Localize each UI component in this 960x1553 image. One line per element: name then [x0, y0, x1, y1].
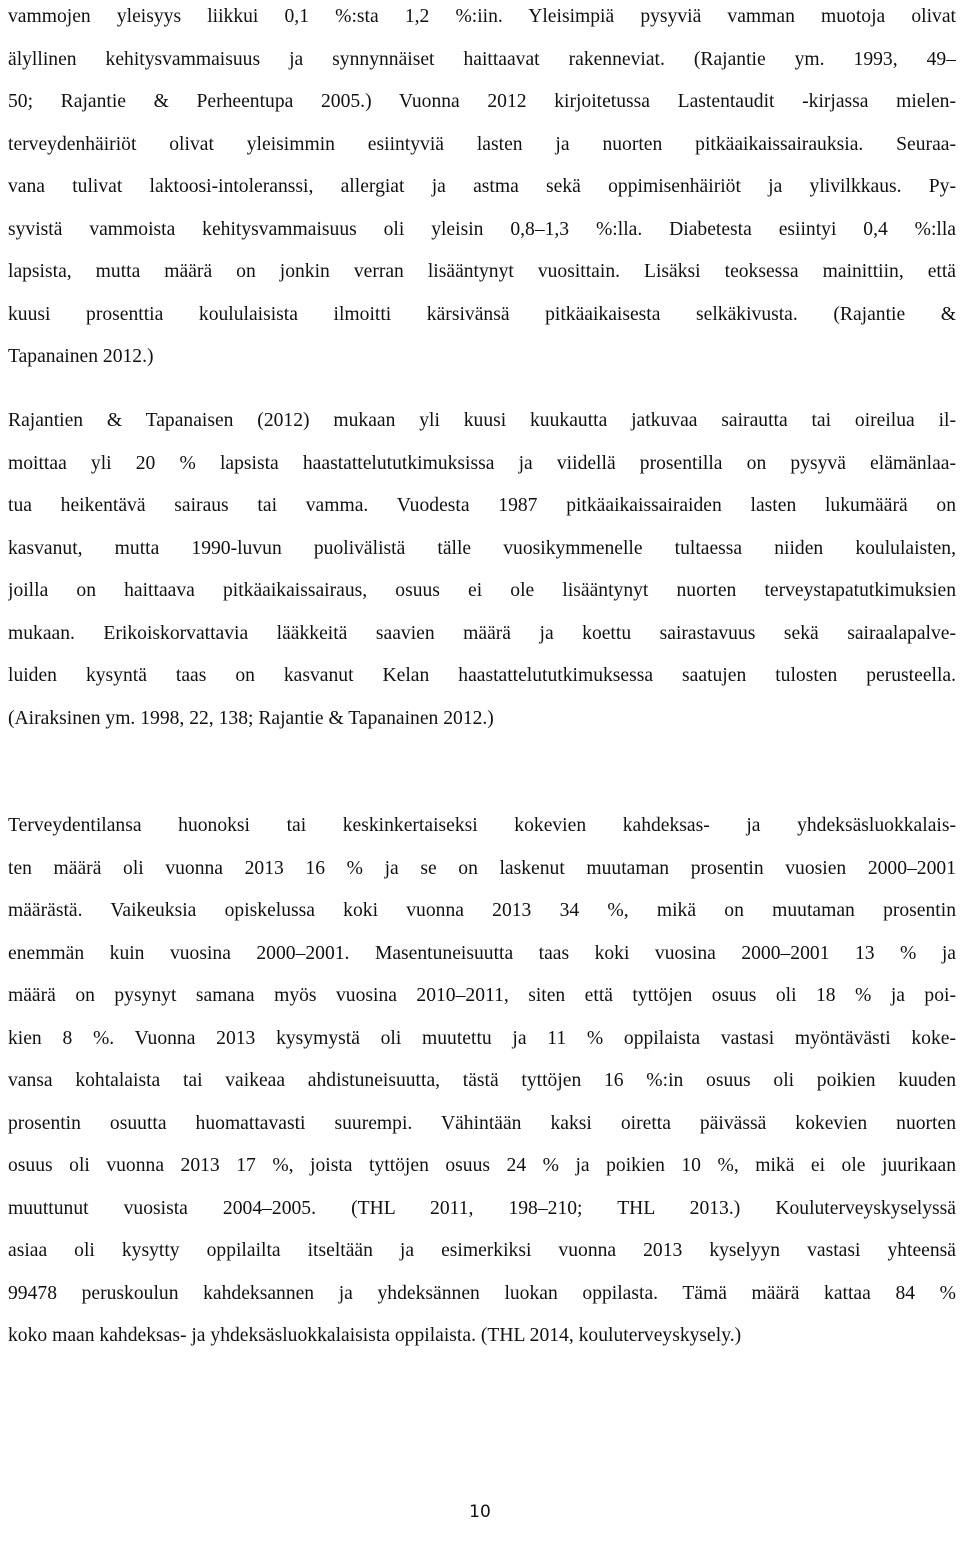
- text-line: lapsista, mutta määrä on jonkin verran lisääntynyt vuosittain. Lisäksi teoksessa mainittiin, että: [8, 261, 956, 282]
- text-line: moittaa yli 20 % lapsista haastattelututkimuksissa ja viidellä prosentilla on pysyvä elämänlaa-: [8, 452, 956, 474]
- text-line: määrä on pysynyt samana myös vuosina 2010–2011, siten että tyttöjen osuus oli 18 % ja poi-: [8, 985, 956, 1006]
- text-line: kasvanut, mutta 1990-luvun puolivälistä tälle vuosikymmenelle tultaessa niiden koululaisten,: [8, 537, 956, 559]
- text-line: 99478 peruskoulun kahdeksannen ja yhdeksännen luokan oppilasta. Tämä määrä kattaa 84 %: [8, 1282, 956, 1304]
- text-line: vansa kohtalaista tai vaikeaa ahdistuneisuutta, tästä tyttöjen 16 %:in osuus oli poikien kuuden: [8, 1070, 956, 1091]
- text-line: mukaan. Erikoiskorvattavia lääkkeitä saavien määrä ja koettu sairastavuus sekä sairaalapalve-: [8, 622, 956, 644]
- text-line: luiden kysyntä taas on kasvanut Kelan haastattelututkimuksessa saatujen tulosten perusteella.: [8, 665, 956, 686]
- text-line: Rajantien & Tapanaisen (2012) mukaan yli kuusi kuukautta jatkuvaa sairautta tai oireilua il-: [8, 410, 956, 431]
- paragraph-disability-prevalence: [8, 0, 956, 379]
- text-line: älyllinen kehitysvammaisuus ja synnynnäiset haittaavat rakenneviat. (Rajantie ym. 1993, 49–: [8, 48, 956, 70]
- text-line: (Airaksinen ym. 1998, 22, 138; Rajantie & Tapanainen 2012.): [8, 707, 494, 729]
- text-line: Tapanainen 2012.): [8, 346, 154, 367]
- text-line: 50; Rajantie & Perheentupa 2005.) Vuonna 2012 kirjoitetussa Lastentaudit -kirjassa mielen-: [8, 91, 956, 112]
- text-line: määrästä. Vaikeuksia opiskelussa koki vuonna 2013 34 %, mikä on muutaman prosentin: [8, 900, 956, 921]
- text-line: enemmän kuin vuosina 2000–2001. Masentuneisuutta taas koki vuosina 2000–2001 13 % ja: [8, 942, 956, 964]
- text-line: vammojen yleisyys liikkui 0,1 %:sta 1,2 %:iin. Yleisimpiä pysyviä vamman muotoja olivat: [8, 6, 956, 27]
- text-line: joilla on haittaava pitkäaikaissairaus, osuus ei ole lisääntynyt nuorten terveystapatutkimuksien: [8, 580, 956, 601]
- text-line: ten määrä oli vuonna 2013 16 % ja se on laskenut muutaman prosentin vuosien 2000–2001: [8, 857, 956, 879]
- paragraph-school-health-survey: [8, 805, 956, 1358]
- text-line: asiaa oli kysytty oppilailta itseltään ja esimerkiksi vuonna 2013 kyselyyn vastasi yhteensä: [8, 1240, 956, 1261]
- text-line: prosentin osuutta huomattavasti suurempi. Vähintään kaksi oiretta päivässä kokevien nuorten: [8, 1112, 956, 1134]
- text-line: Terveydentilansa huonoksi tai keskinkertaiseksi kokevien kahdeksas- ja yhdeksäsluokkalais-: [8, 815, 956, 836]
- text-line: terveydenhäiriöt olivat yleisimmin esiintyviä lasten ja nuorten pitkäaikaissairauksia. Seuraa-: [8, 133, 956, 155]
- page-number: 10: [469, 1502, 491, 1522]
- text-line: syvistä vammoista kehitysvammaisuus oli yleisin 0,8–1,3 %:lla. Diabetesta esiintyi 0,4 %:lla: [8, 218, 956, 240]
- text-line: osuus oli vuonna 2013 17 %, joista tyttöjen osuus 24 % ja poikien 10 %, mikä ei ole juurikaan: [8, 1155, 956, 1176]
- text-line: kien 8 %. Vuonna 2013 kysymystä oli muutettu ja 11 % oppilaista vastasi myöntävästi koke-: [8, 1027, 956, 1049]
- text-line: koko maan kahdeksas- ja yhdeksäsluokkalaisista oppilaista. (THL 2014, kouluterveyskysely.): [8, 1325, 742, 1346]
- text-line: vana tulivat laktoosi-intoleranssi, allergiat ja astma sekä oppimisenhäiriöt ja ylivilkkaus. Py-: [8, 176, 956, 197]
- text-line: kuusi prosenttia koululaisista ilmoitti kärsivänsä pitkäaikaisesta selkäkivusta. (Rajantie &: [8, 303, 956, 325]
- paragraph-chronic-illness-trends: [8, 400, 956, 740]
- text-line: tua heikentävä sairaus tai vamma. Vuodesta 1987 pitkäaikaissairaiden lasten lukumäärä on: [8, 495, 956, 516]
- text-line: muuttunut vuosista 2004–2005. (THL 2011, 198–210; THL 2013.) Kouluterveyskyselyssä: [8, 1197, 956, 1219]
